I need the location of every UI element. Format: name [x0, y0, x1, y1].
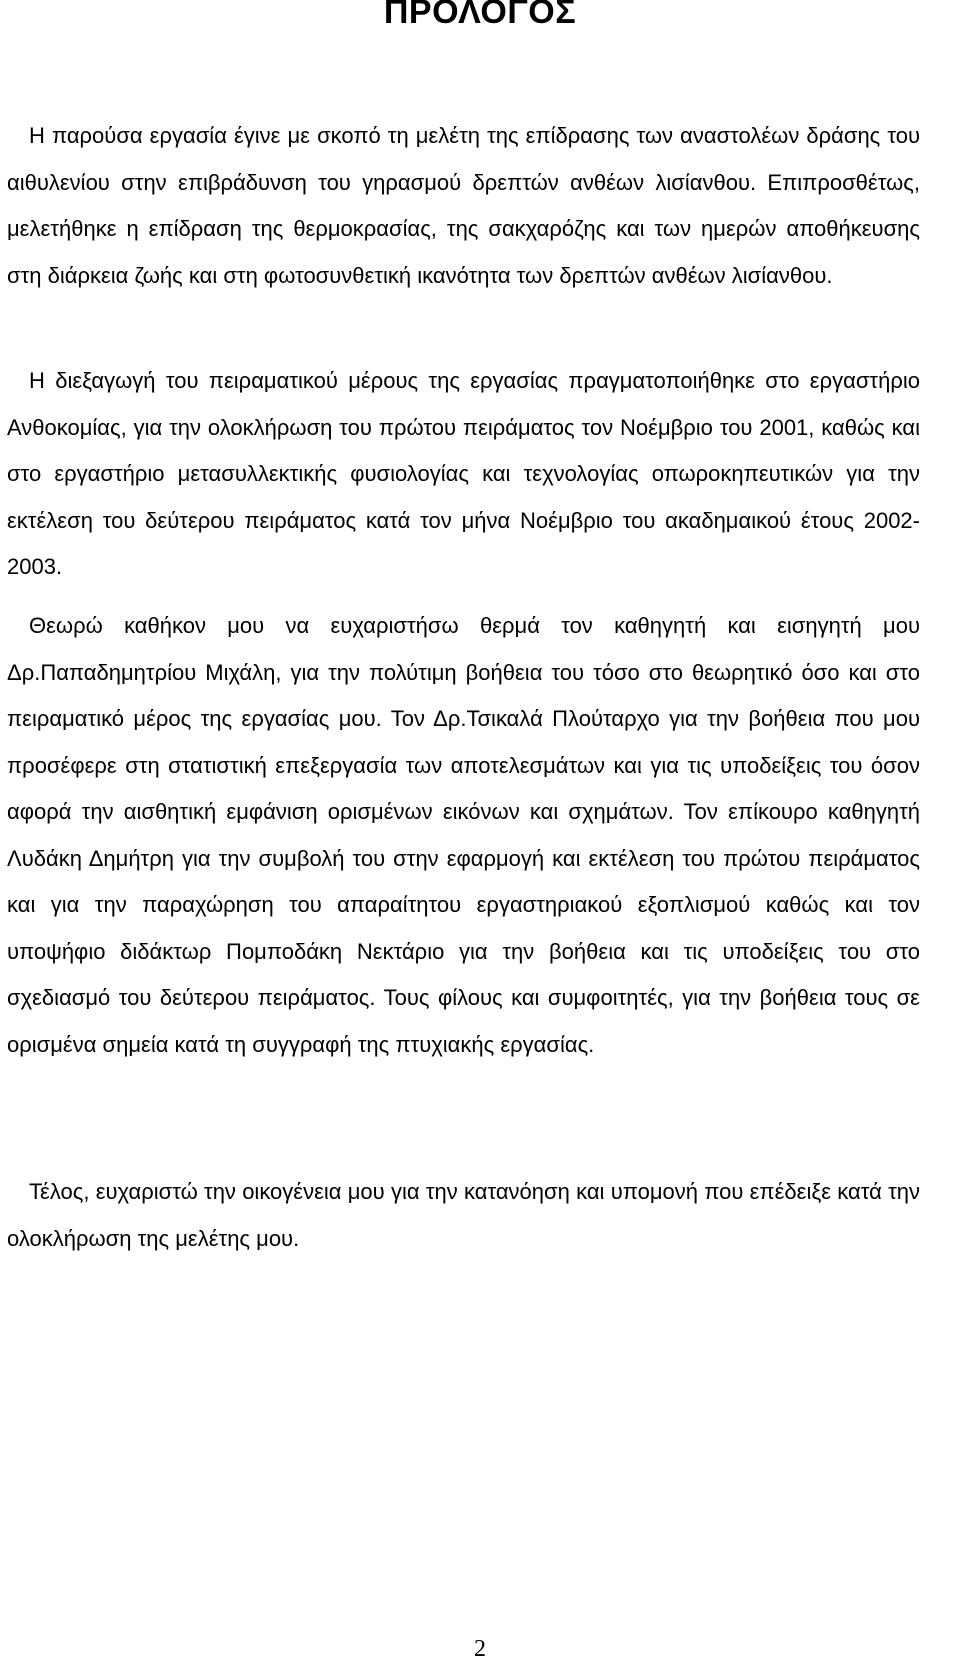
paragraph-closing-text: Τέλος, ευχαριστώ την οικογένεια μου για την κατανόηση και υπομονή που επέδειξε κατά την ολοκλήρωση της μελέτης μου.: [7, 1179, 920, 1251]
page-title: ΠΡΟΛΟΓΟΣ: [383, 0, 577, 31]
paragraph-experiment: [7, 358, 920, 591]
paragraph-experiment-text: Η διεξαγωγή του πειραματικού μέρους της εργασίας πραγματοποιήθηκε στο εργαστήριο Ανθοκομίας, για την ολοκλήρωση του πρώτου πειράματος τον Νοέμβριο του 2001, καθώς και στο εργαστήριο μετασυλλεκτικής φυσιολογίας και τεχνολογίας οπωροκηπευτικών για την εκτέλεση του δεύτερου πειράματος κατά τον μήνα Νοέμβριο του ακαδημαικού έτους 2002-2003.: [7, 368, 920, 579]
paragraph-closing: [7, 1169, 920, 1262]
paragraph-intro-text: Η παρούσα εργασία έγινε με σκοπό τη μελέτη της επίδρασης των αναστολέων δράσης του αιθυλενίου στην επιβράδυνση του γηρασμού δρεπτών ανθέων λισίανθου. Επιπροσθέτως, μελετήθηκε η επίδραση της θερμοκρασίας, της σακχαρόζης και των ημερών αποθήκευσης στη διάρκεια ζωής και στη φωτοσυνθετική ικανότητα των δρεπτών ανθέων λισίανθου.: [7, 123, 920, 288]
paragraph-acknowledgements: [7, 603, 920, 1068]
page-number: 2: [474, 1636, 486, 1662]
paragraph-acknowledgements-text: Θεωρώ καθήκον μου να ευχαριστήσω θερμά τον καθηγητή και εισηγητή μου Δρ.Παπαδημητρίου Μιχάλη, για την πολύτιμη βοήθεια του τόσο στο θεωρητικό όσο και στο πειραματικό μέρος της εργασίας μου. Τον Δρ.Τσικαλά Πλούταρχο για την βοήθεια που μου προσέφερε στη στατιστική επεξεργασία των αποτελεσμάτων και για τις υποδείξεις του όσον αφορά την αισθητική εμφάνιση ορισμένων εικόνων και σχημάτων. Τον επίκουρο καθηγητή Λυδάκη Δημήτρη για την συμβολή του στην εφαρμογή και εκτέλεση του πρώτου πειράματος και για την παραχώρηση του απαραίτητου εργαστηριακού εξοπλισμού καθώς και τον υποψήφιο διδάκτωρ Πομποδάκη Νεκτάριο για την βοήθεια και τις υποδείξεις του στο σχεδιασμό του δεύτερου πειράματος. Τους φίλους και συμφοιτητές, για την βοήθεια τους σε ορισμένα σημεία κατά τη συγγραφή της πτυχιακής εργασίας.: [7, 613, 920, 1057]
paragraph-intro: [7, 113, 920, 299]
